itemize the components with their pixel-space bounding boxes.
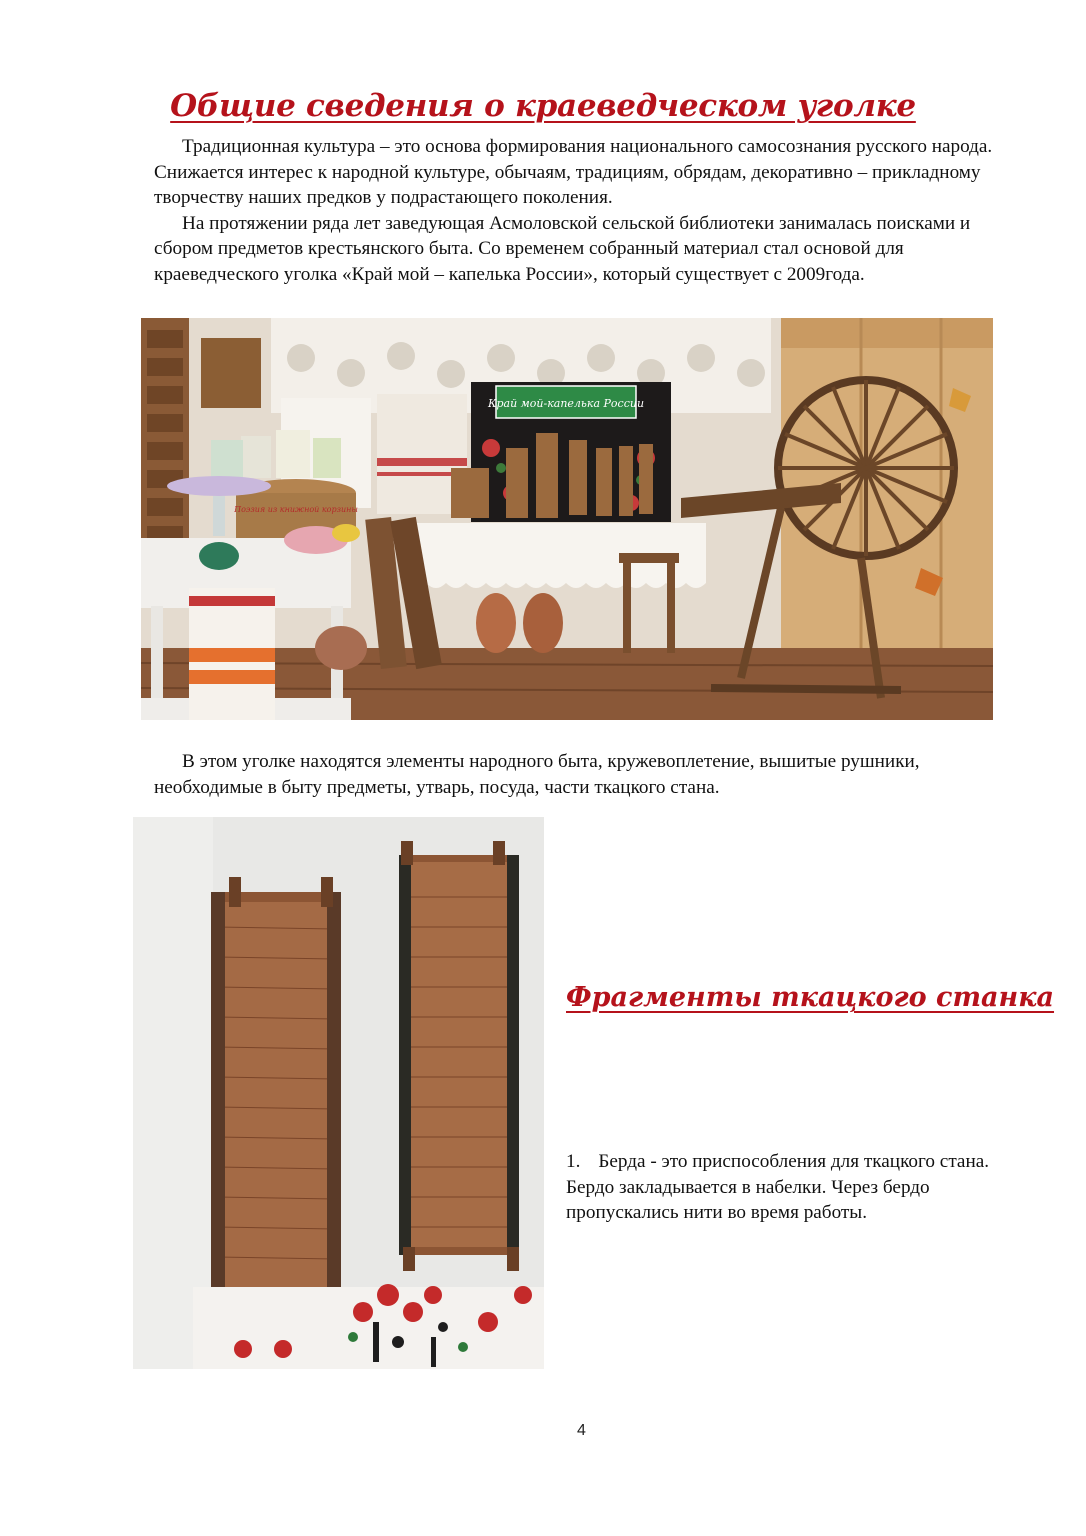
corner-description	[154, 749, 1010, 800]
museum-corner-photo	[141, 318, 993, 720]
basket-ribbon-text: Поэзия из книжной корзины	[234, 505, 358, 514]
intro-paragraph-1: Традиционная культура – это основа формирования национального самосознания русского народа. Снижается интерес к народной культуре, обычаям, традициям, обрядам, декоративно – прикладному творчеству наших предков у подрастающего поколения.	[154, 136, 993, 208]
page-number: 4	[577, 1422, 586, 1439]
loom-item-1	[566, 1149, 1006, 1226]
banner-text: Край мой-капелька России	[487, 397, 645, 410]
item-number: 1.	[566, 1151, 581, 1172]
item-description: Берда - это приспособления для ткацкого стана. Бердо закладывается в набелки. Через бердо пропускались нити во время работы.	[566, 1151, 990, 1223]
reed-frames-photo	[133, 817, 544, 1369]
intro-paragraph-2: На протяжении ряда лет заведующая Асмоловской сельской библиотеки занималась поисками и сбором предметов крестьянского быта. Со временем собранный материал стал основой для краеведческого уголка «Край мой – капелька России», который существует с 2009года.	[154, 212, 971, 285]
corner-description-text: В этом уголке находятся элементы народного быта, кружевоплетение, вышитые рушники, необходимые в быту предметы, утварь, посуда, части ткацкого стана.	[154, 751, 920, 798]
page-title: Общие сведения о краеведческом уголке	[170, 88, 916, 124]
intro-text	[154, 134, 1010, 287]
loom-item-1-text	[566, 1149, 1006, 1226]
section-heading-loom-fragments: Фрагменты ткацкого станка	[566, 982, 1055, 1013]
